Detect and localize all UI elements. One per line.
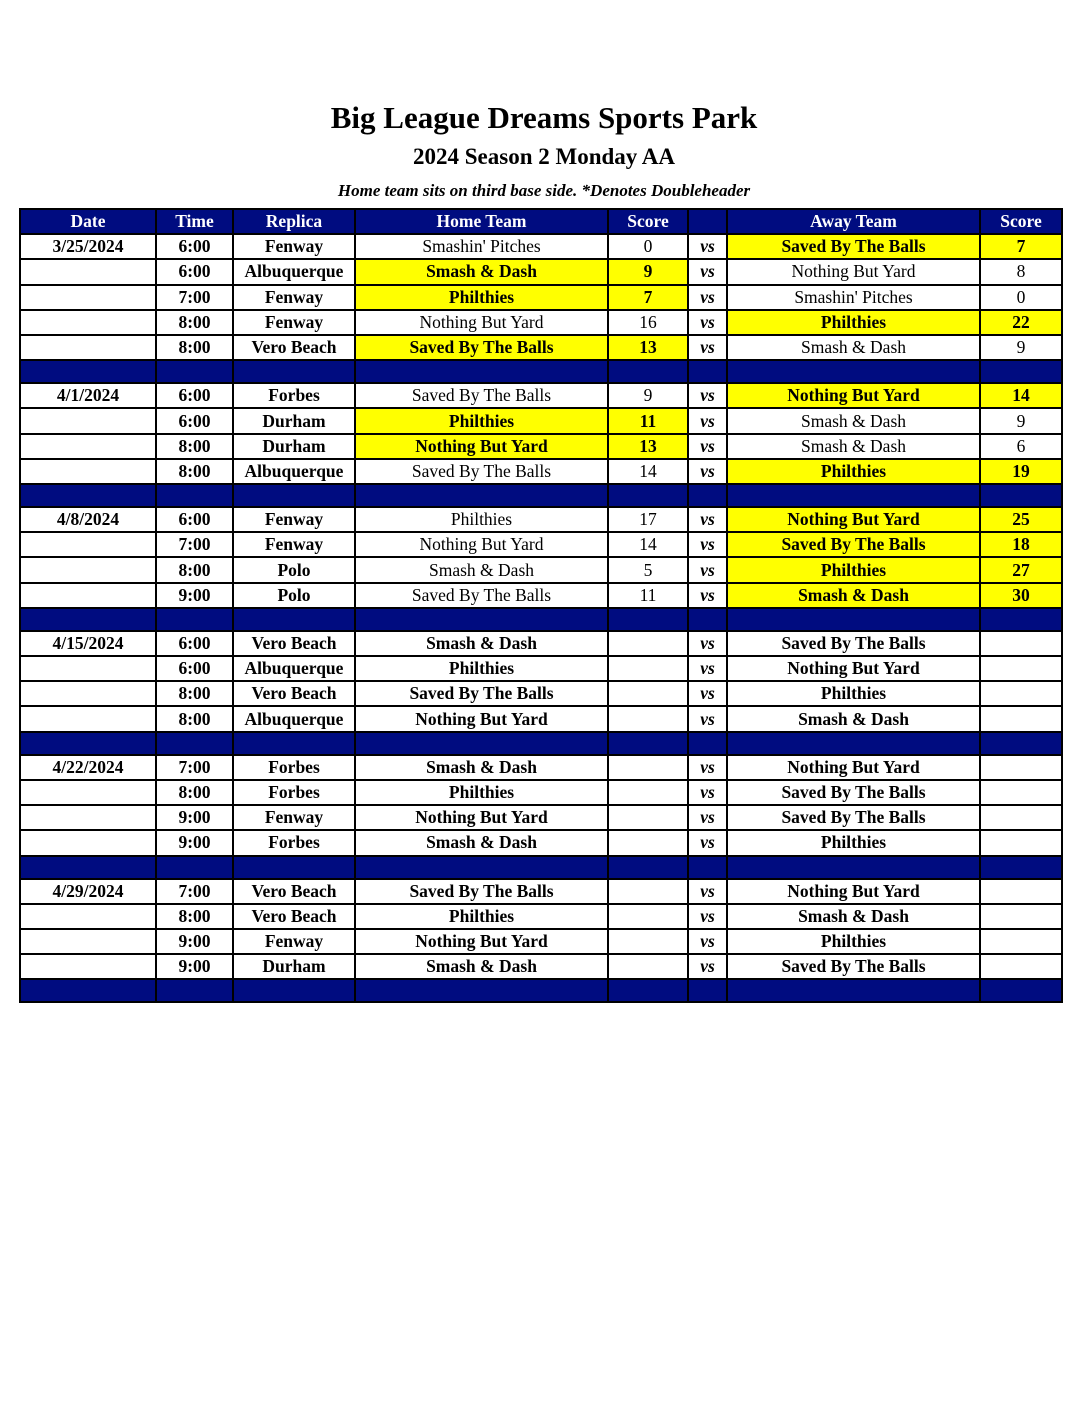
away-team-cell: Nothing But Yard — [727, 656, 980, 681]
vs-cell: vs — [688, 335, 727, 360]
away-team-cell: Smash & Dash — [727, 408, 980, 433]
date-cell — [20, 532, 156, 557]
time-cell: 6:00 — [156, 234, 233, 259]
date-cell — [20, 805, 156, 830]
separator-cell — [355, 979, 608, 1002]
time-cell: 6:00 — [156, 408, 233, 433]
replica-cell: Durham — [233, 434, 355, 459]
separator-cell — [608, 732, 688, 755]
replica-cell: Albuquerque — [233, 656, 355, 681]
time-cell: 6:00 — [156, 383, 233, 408]
away-team-cell: Nothing But Yard — [727, 259, 980, 284]
separator-cell — [355, 484, 608, 507]
replica-cell: Vero Beach — [233, 335, 355, 360]
week-separator-row — [20, 856, 1062, 879]
separator-cell — [20, 360, 156, 383]
replica-cell: Vero Beach — [233, 631, 355, 656]
away-score-cell: 9 — [980, 408, 1062, 433]
separator-cell — [20, 856, 156, 879]
separator-cell — [233, 979, 355, 1002]
time-cell: 6:00 — [156, 259, 233, 284]
time-cell: 8:00 — [156, 780, 233, 805]
separator-cell — [608, 360, 688, 383]
away-score-cell — [980, 656, 1062, 681]
separator-cell — [156, 856, 233, 879]
replica-cell: Durham — [233, 954, 355, 979]
table-row — [20, 631, 1062, 656]
date-cell — [20, 830, 156, 855]
header-home-score: Score — [608, 209, 688, 234]
home-team-cell: Philthies — [355, 656, 608, 681]
away-score-cell: 22 — [980, 310, 1062, 335]
table-row — [20, 532, 1062, 557]
home-score-cell — [608, 805, 688, 830]
separator-cell — [727, 856, 980, 879]
home-score-cell — [608, 656, 688, 681]
table-row — [20, 507, 1062, 532]
away-score-cell — [980, 706, 1062, 731]
home-score-cell: 9 — [608, 259, 688, 284]
away-team-cell: Smash & Dash — [727, 904, 980, 929]
vs-cell: vs — [688, 656, 727, 681]
header-date: Date — [20, 209, 156, 234]
home-score-cell — [608, 755, 688, 780]
time-cell: 9:00 — [156, 830, 233, 855]
replica-cell: Forbes — [233, 383, 355, 408]
time-cell: 7:00 — [156, 532, 233, 557]
home-team-cell: Smash & Dash — [355, 830, 608, 855]
date-cell — [20, 408, 156, 433]
date-cell — [20, 335, 156, 360]
home-team-cell: Nothing But Yard — [355, 706, 608, 731]
header-replica: Replica — [233, 209, 355, 234]
time-cell: 6:00 — [156, 507, 233, 532]
away-team-cell: Smash & Dash — [727, 583, 980, 608]
home-score-cell: 14 — [608, 532, 688, 557]
home-score-cell — [608, 780, 688, 805]
home-team-cell: Smash & Dash — [355, 631, 608, 656]
table-row — [20, 954, 1062, 979]
date-cell — [20, 285, 156, 310]
separator-cell — [355, 856, 608, 879]
date-cell: 4/15/2024 — [20, 631, 156, 656]
time-cell: 6:00 — [156, 631, 233, 656]
away-score-cell — [980, 805, 1062, 830]
time-cell: 7:00 — [156, 285, 233, 310]
vs-cell: vs — [688, 780, 727, 805]
away-team-cell: Nothing But Yard — [727, 383, 980, 408]
table-row — [20, 234, 1062, 259]
separator-cell — [980, 856, 1062, 879]
home-team-cell: Smashin' Pitches — [355, 234, 608, 259]
date-cell — [20, 656, 156, 681]
away-score-cell — [980, 904, 1062, 929]
date-cell: 4/29/2024 — [20, 879, 156, 904]
away-score-cell: 30 — [980, 583, 1062, 608]
away-team-cell: Philthies — [727, 557, 980, 582]
home-score-cell: 5 — [608, 557, 688, 582]
home-team-cell: Smash & Dash — [355, 259, 608, 284]
away-score-cell: 0 — [980, 285, 1062, 310]
replica-cell: Forbes — [233, 780, 355, 805]
vs-cell: vs — [688, 830, 727, 855]
home-score-cell — [608, 681, 688, 706]
date-cell: 4/1/2024 — [20, 383, 156, 408]
away-score-cell: 14 — [980, 383, 1062, 408]
away-score-cell: 7 — [980, 234, 1062, 259]
home-team-cell: Philthies — [355, 507, 608, 532]
week-separator-row — [20, 979, 1062, 1002]
table-row — [20, 310, 1062, 335]
home-score-cell — [608, 879, 688, 904]
separator-cell — [20, 608, 156, 631]
time-cell: 9:00 — [156, 954, 233, 979]
date-cell — [20, 780, 156, 805]
separator-cell — [980, 979, 1062, 1002]
home-team-cell: Smash & Dash — [355, 557, 608, 582]
home-team-cell: Saved By The Balls — [355, 879, 608, 904]
home-score-cell: 0 — [608, 234, 688, 259]
time-cell: 6:00 — [156, 656, 233, 681]
away-team-cell: Saved By The Balls — [727, 780, 980, 805]
away-team-cell: Nothing But Yard — [727, 507, 980, 532]
replica-cell: Fenway — [233, 805, 355, 830]
separator-cell — [20, 732, 156, 755]
week-separator-row — [20, 608, 1062, 631]
vs-cell: vs — [688, 383, 727, 408]
home-score-cell — [608, 631, 688, 656]
date-cell — [20, 929, 156, 954]
table-row — [20, 805, 1062, 830]
date-cell — [20, 434, 156, 459]
table-row — [20, 879, 1062, 904]
time-cell: 8:00 — [156, 310, 233, 335]
separator-cell — [608, 979, 688, 1002]
table-row — [20, 285, 1062, 310]
home-score-cell — [608, 706, 688, 731]
away-team-cell: Smash & Dash — [727, 434, 980, 459]
replica-cell: Albuquerque — [233, 259, 355, 284]
replica-cell: Albuquerque — [233, 706, 355, 731]
week-separator-row — [20, 360, 1062, 383]
replica-cell: Forbes — [233, 755, 355, 780]
time-cell: 8:00 — [156, 904, 233, 929]
vs-cell: vs — [688, 583, 727, 608]
schedule-body — [20, 234, 1062, 1002]
time-cell: 9:00 — [156, 583, 233, 608]
replica-cell: Fenway — [233, 532, 355, 557]
away-team-cell: Saved By The Balls — [727, 532, 980, 557]
separator-cell — [355, 732, 608, 755]
table-row — [20, 434, 1062, 459]
replica-cell: Forbes — [233, 830, 355, 855]
separator-cell — [688, 360, 727, 383]
home-score-cell: 11 — [608, 408, 688, 433]
vs-cell: vs — [688, 557, 727, 582]
home-team-cell: Saved By The Balls — [355, 459, 608, 484]
away-score-cell — [980, 780, 1062, 805]
header-away-team: Away Team — [727, 209, 980, 234]
separator-cell — [688, 484, 727, 507]
home-score-cell: 11 — [608, 583, 688, 608]
table-row — [20, 780, 1062, 805]
table-row — [20, 656, 1062, 681]
away-team-cell: Philthies — [727, 681, 980, 706]
time-cell: 8:00 — [156, 681, 233, 706]
home-score-cell: 14 — [608, 459, 688, 484]
home-team-cell: Saved By The Balls — [355, 583, 608, 608]
away-team-cell: Philthies — [727, 929, 980, 954]
away-team-cell: Nothing But Yard — [727, 879, 980, 904]
replica-cell: Fenway — [233, 929, 355, 954]
home-score-cell — [608, 929, 688, 954]
away-score-cell: 19 — [980, 459, 1062, 484]
date-cell — [20, 259, 156, 284]
page-note: Home team sits on third base side. *Denotes Doubleheader — [337, 181, 751, 200]
home-team-cell: Philthies — [355, 285, 608, 310]
page-subtitle: 2024 Season 2 Monday AA — [413, 144, 675, 169]
vs-cell: vs — [688, 259, 727, 284]
replica-cell: Polo — [233, 557, 355, 582]
home-team-cell: Nothing But Yard — [355, 310, 608, 335]
home-score-cell: 9 — [608, 383, 688, 408]
vs-cell: vs — [688, 434, 727, 459]
separator-cell — [233, 856, 355, 879]
away-score-cell — [980, 755, 1062, 780]
away-score-cell — [980, 681, 1062, 706]
away-team-cell: Smash & Dash — [727, 335, 980, 360]
date-cell — [20, 681, 156, 706]
home-team-cell: Philthies — [355, 780, 608, 805]
date-cell — [20, 904, 156, 929]
table-row — [20, 755, 1062, 780]
separator-cell — [156, 979, 233, 1002]
time-cell: 9:00 — [156, 929, 233, 954]
time-cell: 8:00 — [156, 459, 233, 484]
separator-cell — [980, 360, 1062, 383]
date-cell: 3/25/2024 — [20, 234, 156, 259]
time-cell: 9:00 — [156, 805, 233, 830]
home-team-cell: Nothing But Yard — [355, 434, 608, 459]
table-row — [20, 383, 1062, 408]
table-row — [20, 335, 1062, 360]
vs-cell: vs — [688, 929, 727, 954]
separator-cell — [233, 608, 355, 631]
separator-cell — [20, 979, 156, 1002]
away-score-cell — [980, 879, 1062, 904]
away-score-cell — [980, 929, 1062, 954]
header-time: Time — [156, 209, 233, 234]
separator-cell — [727, 360, 980, 383]
home-team-cell: Philthies — [355, 408, 608, 433]
away-team-cell: Smashin' Pitches — [727, 285, 980, 310]
separator-cell — [156, 608, 233, 631]
away-team-cell: Smash & Dash — [727, 706, 980, 731]
replica-cell: Fenway — [233, 310, 355, 335]
away-score-cell: 8 — [980, 259, 1062, 284]
separator-cell — [688, 979, 727, 1002]
separator-cell — [156, 360, 233, 383]
separator-cell — [233, 732, 355, 755]
away-team-cell: Saved By The Balls — [727, 805, 980, 830]
vs-cell: vs — [688, 805, 727, 830]
home-score-cell: 16 — [608, 310, 688, 335]
separator-cell — [688, 856, 727, 879]
table-row — [20, 408, 1062, 433]
home-team-cell: Nothing But Yard — [355, 532, 608, 557]
separator-cell — [608, 856, 688, 879]
away-team-cell: Philthies — [727, 310, 980, 335]
time-cell: 8:00 — [156, 434, 233, 459]
separator-cell — [608, 484, 688, 507]
away-team-cell: Saved By The Balls — [727, 631, 980, 656]
vs-cell: vs — [688, 879, 727, 904]
away-team-cell: Philthies — [727, 830, 980, 855]
vs-cell: vs — [688, 532, 727, 557]
separator-cell — [355, 360, 608, 383]
table-row — [20, 904, 1062, 929]
away-score-cell: 27 — [980, 557, 1062, 582]
separator-cell — [727, 484, 980, 507]
date-cell: 4/8/2024 — [20, 507, 156, 532]
date-cell — [20, 706, 156, 731]
home-score-cell — [608, 954, 688, 979]
date-cell — [20, 583, 156, 608]
vs-cell: vs — [688, 234, 727, 259]
replica-cell: Vero Beach — [233, 904, 355, 929]
away-team-cell: Nothing But Yard — [727, 755, 980, 780]
replica-cell: Durham — [233, 408, 355, 433]
away-team-cell: Saved By The Balls — [727, 954, 980, 979]
date-cell — [20, 310, 156, 335]
table-row — [20, 557, 1062, 582]
vs-cell: vs — [688, 681, 727, 706]
separator-cell — [156, 732, 233, 755]
separator-cell — [727, 979, 980, 1002]
table-row — [20, 583, 1062, 608]
away-team-cell: Saved By The Balls — [727, 234, 980, 259]
away-team-cell: Philthies — [727, 459, 980, 484]
vs-cell: vs — [688, 904, 727, 929]
replica-cell: Polo — [233, 583, 355, 608]
vs-cell: vs — [688, 507, 727, 532]
header-away-score: Score — [980, 209, 1062, 234]
home-score-cell — [608, 904, 688, 929]
vs-cell: vs — [688, 285, 727, 310]
replica-cell: Vero Beach — [233, 681, 355, 706]
time-cell: 7:00 — [156, 755, 233, 780]
home-team-cell: Philthies — [355, 904, 608, 929]
table-row — [20, 259, 1062, 284]
separator-cell — [233, 484, 355, 507]
away-score-cell — [980, 631, 1062, 656]
vs-cell: vs — [688, 755, 727, 780]
vs-cell: vs — [688, 310, 727, 335]
vs-cell: vs — [688, 631, 727, 656]
separator-cell — [608, 608, 688, 631]
home-team-cell: Saved By The Balls — [355, 335, 608, 360]
home-team-cell: Nothing But Yard — [355, 929, 608, 954]
separator-cell — [980, 732, 1062, 755]
home-score-cell: 13 — [608, 434, 688, 459]
table-row — [20, 706, 1062, 731]
table-row — [20, 929, 1062, 954]
replica-cell: Fenway — [233, 285, 355, 310]
vs-cell: vs — [688, 408, 727, 433]
home-score-cell: 13 — [608, 335, 688, 360]
away-score-cell — [980, 830, 1062, 855]
separator-cell — [20, 484, 156, 507]
separator-cell — [688, 608, 727, 631]
time-cell: 7:00 — [156, 879, 233, 904]
separator-cell — [727, 608, 980, 631]
schedule-table — [19, 208, 1063, 1003]
table-row — [20, 681, 1062, 706]
vs-cell: vs — [688, 954, 727, 979]
time-cell: 8:00 — [156, 335, 233, 360]
vs-cell: vs — [688, 706, 727, 731]
separator-cell — [233, 360, 355, 383]
table-row — [20, 459, 1062, 484]
home-team-cell: Nothing But Yard — [355, 805, 608, 830]
time-cell: 8:00 — [156, 706, 233, 731]
separator-cell — [980, 484, 1062, 507]
home-team-cell: Smash & Dash — [355, 755, 608, 780]
date-cell — [20, 459, 156, 484]
vs-cell: vs — [688, 459, 727, 484]
away-score-cell: 25 — [980, 507, 1062, 532]
away-score-cell: 18 — [980, 532, 1062, 557]
header-vs — [688, 209, 727, 234]
week-separator-row — [20, 484, 1062, 507]
separator-cell — [727, 732, 980, 755]
time-cell: 8:00 — [156, 557, 233, 582]
home-team-cell: Smash & Dash — [355, 954, 608, 979]
home-score-cell: 7 — [608, 285, 688, 310]
home-team-cell: Saved By The Balls — [355, 681, 608, 706]
table-header-row — [20, 209, 1062, 234]
date-cell: 4/22/2024 — [20, 755, 156, 780]
table-row — [20, 830, 1062, 855]
replica-cell: Fenway — [233, 234, 355, 259]
away-score-cell: 6 — [980, 434, 1062, 459]
replica-cell: Vero Beach — [233, 879, 355, 904]
away-score-cell: 9 — [980, 335, 1062, 360]
separator-cell — [688, 732, 727, 755]
header-home-team: Home Team — [355, 209, 608, 234]
home-score-cell — [608, 830, 688, 855]
page-title: Big League Dreams Sports Park — [330, 100, 758, 135]
home-score-cell: 17 — [608, 507, 688, 532]
separator-cell — [156, 484, 233, 507]
replica-cell: Albuquerque — [233, 459, 355, 484]
date-cell — [20, 954, 156, 979]
home-team-cell: Saved By The Balls — [355, 383, 608, 408]
week-separator-row — [20, 732, 1062, 755]
separator-cell — [355, 608, 608, 631]
replica-cell: Fenway — [233, 507, 355, 532]
date-cell — [20, 557, 156, 582]
away-score-cell — [980, 954, 1062, 979]
separator-cell — [980, 608, 1062, 631]
